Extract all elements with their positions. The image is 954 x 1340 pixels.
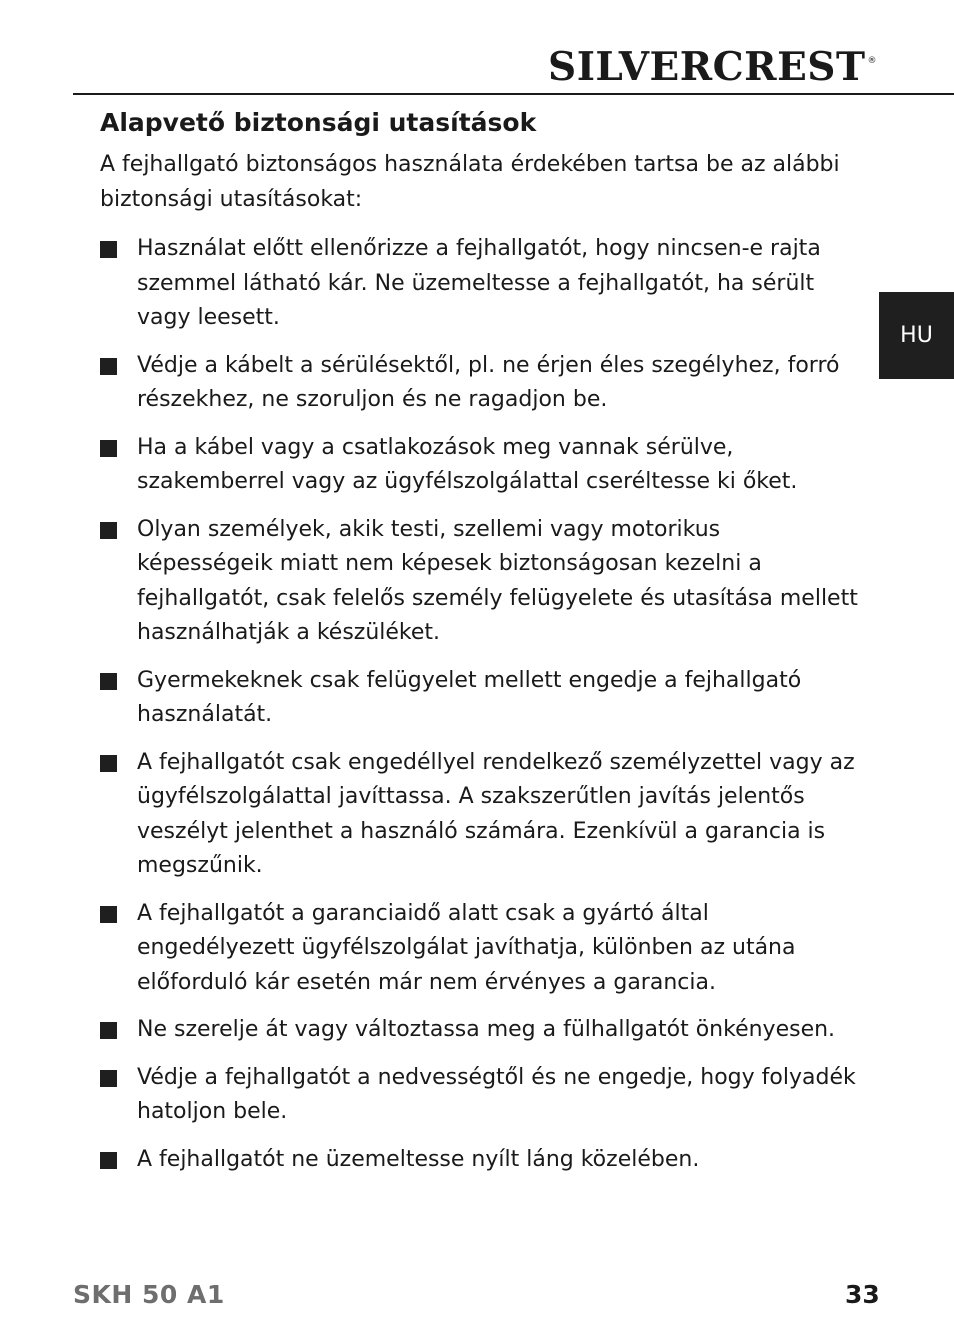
square-bullet-icon [100, 440, 117, 457]
registered-mark: ® [867, 56, 877, 66]
brand-initial-c: C [712, 44, 745, 90]
square-bullet-icon [100, 1070, 117, 1087]
list-item-text: Olyan személyek, akik testi, szellemi vagy motorikus képességeik miatt nem képesek biztonságosan kezelni a fejhallgatót, csak felelős személy felügyelete és utasítása mellett használhatják a készüléket. [137, 516, 858, 645]
list-item-text: A fejhallgatót csak engedéllyel rendelkező személyzettel vagy az ügyfélszolgálattal javíttassa. A szakszerűtlen javítás jelentős veszélyt jelenthet a használó számára. Ezenkívül a garancia is megszűnik. [137, 749, 855, 878]
list-item [100, 1143, 860, 1178]
square-bullet-icon [100, 755, 117, 772]
list-item [100, 431, 860, 500]
square-bullet-icon [100, 673, 117, 690]
list-item [100, 1013, 860, 1048]
brand-initial-s: S [548, 44, 577, 90]
list-item-text: Ha a kábel vagy a csatlakozások meg vannak sérülve, szakemberrel vagy az ügyfélszolgálattal cseréltesse ki őket. [137, 434, 798, 494]
list-item-text: Gyermekeknek csak felügyelet mellett engedje a fejhallgató használatát. [137, 667, 802, 727]
section-title: Alapvető biztonsági utasítások [100, 108, 537, 137]
header-divider [73, 93, 954, 95]
list-item [100, 664, 860, 733]
list-item-text: Ne szerelje át vagy változtassa meg a fülhallgatót önkényesen. [137, 1017, 836, 1042]
list-item-text: A fejhallgatót ne üzemeltesse nyílt láng közelében. [137, 1146, 700, 1172]
brand-word-crest: REST [744, 44, 866, 90]
list-item [100, 1061, 860, 1130]
square-bullet-icon [100, 906, 117, 923]
list-item-text: Védje a kábelt a sérülésektől, pl. ne érjen éles szegélyhez, forró részekhez, ne szoruljon és ne ragadjon be. [137, 352, 840, 412]
list-item [100, 746, 860, 884]
square-bullet-icon [100, 358, 117, 375]
square-bullet-icon [100, 1022, 117, 1039]
brand-logo [548, 44, 877, 90]
square-bullet-icon [100, 522, 117, 539]
page-number: 33 [845, 1280, 880, 1309]
list-item [100, 349, 860, 418]
square-bullet-icon [100, 1152, 117, 1169]
square-bullet-icon [100, 241, 117, 258]
footer-model-number: SKH 50 A1 [73, 1280, 225, 1309]
list-item-text: Védje a fejhallgatót a nedvességtől és ne engedje, hogy folyadék hatoljon bele. [137, 1064, 856, 1124]
list-item [100, 232, 860, 336]
brand-word-silver: ILVER [576, 44, 713, 90]
list-item-text: A fejhallgatót a garanciaidő alatt csak a gyártó által engedélyezett ügyfélszolgálat javíthatja, különben az utána előforduló kár esetén már nem érvényes a garancia. [137, 900, 796, 995]
safety-instruction-list [100, 232, 860, 1177]
list-item [100, 513, 860, 651]
section-intro: A fejhallgató biztonságos használata érdekében tartsa be az alábbi biztonsági utasításokat: [100, 152, 840, 212]
page-content [100, 106, 860, 1190]
list-item-text: Használat előtt ellenőrizze a fejhallgatót, hogy nincsen-e rajta szemmel látható kár. Ne üzemeltesse a fejhallgatót, ha sérült vagy leesett. [137, 236, 821, 330]
list-item [100, 897, 860, 1001]
language-tab-label: HU [900, 323, 933, 348]
language-tab [879, 292, 954, 379]
